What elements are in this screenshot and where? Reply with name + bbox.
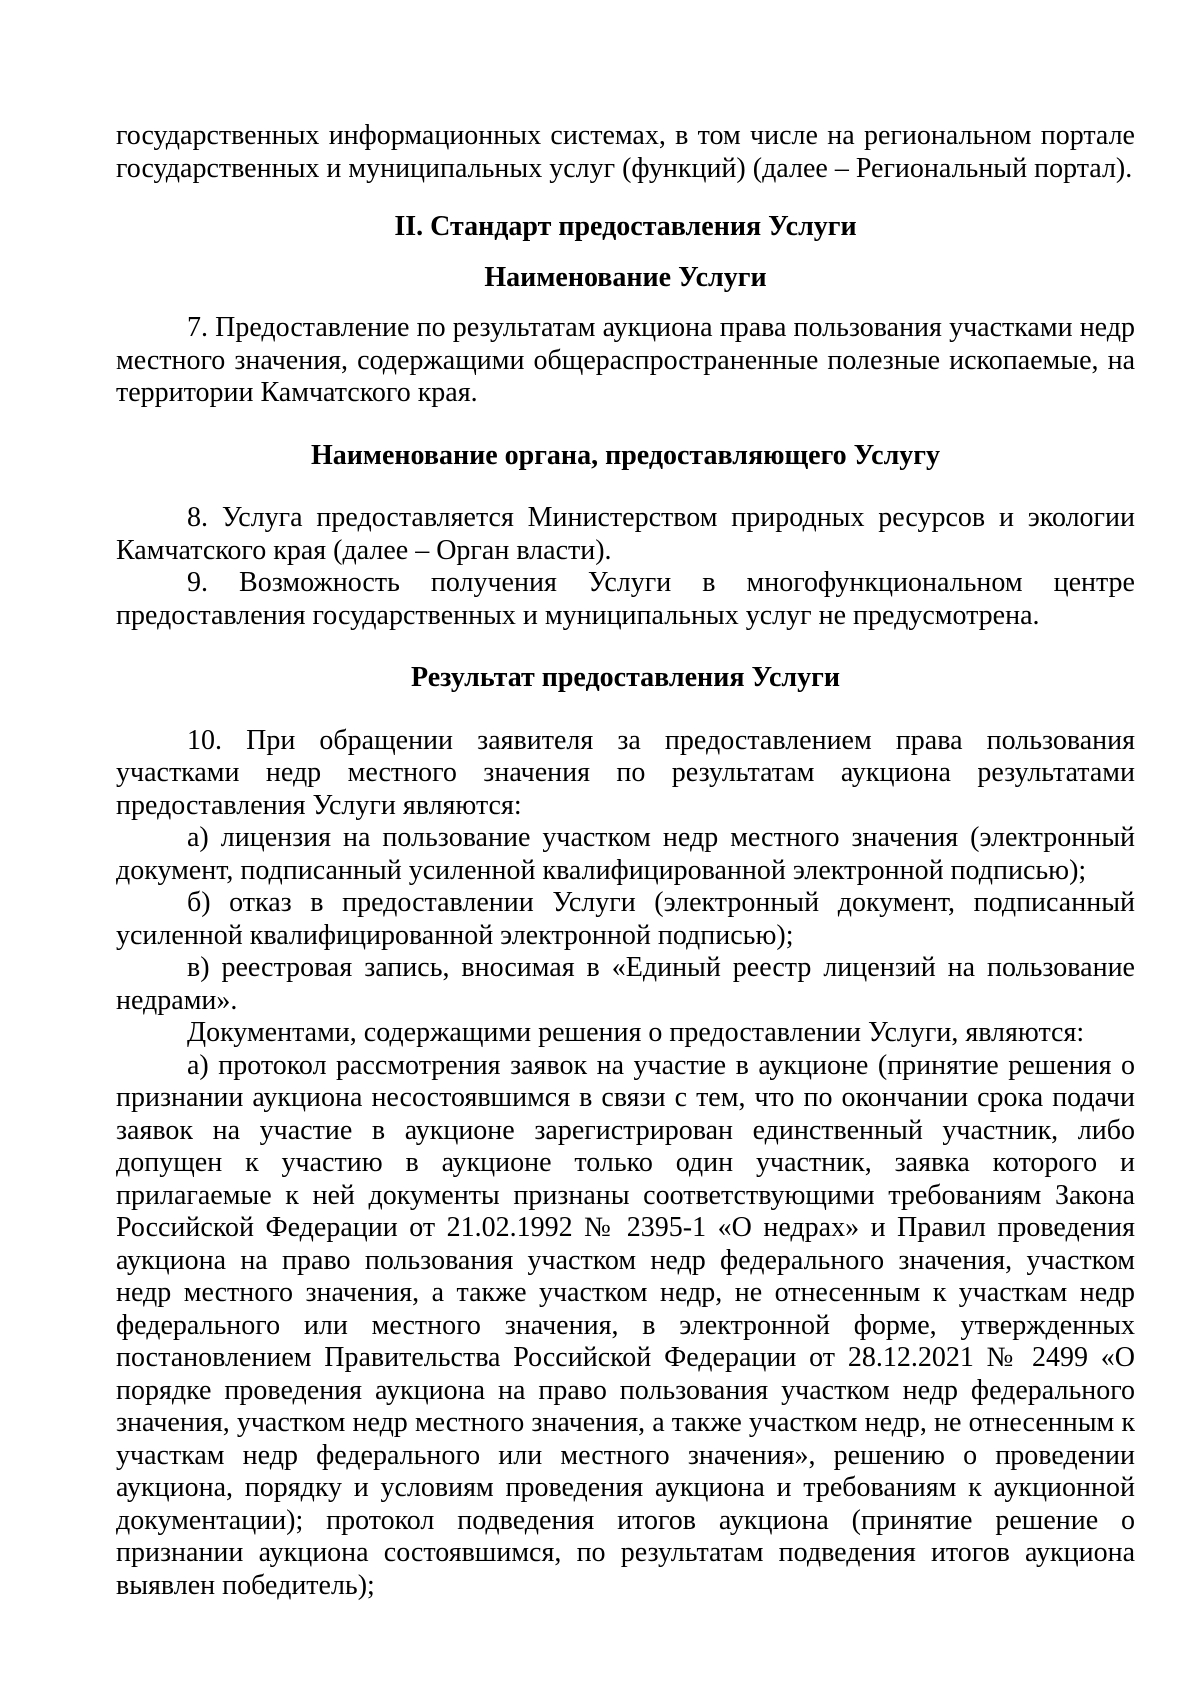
paragraph-7: 7. Предоставление по результатам аукциона права пользования участками недр местного значения, содержащими общераспространенные полезные ископаемые, на территории Камчатского края.	[116, 312, 1135, 408]
section-heading: II. Стандарт предоставления Услуги	[394, 211, 857, 242]
paragraph-intro: государственных информационных системах, в том числе на региональном портале государственных и муниципальных услуг (функций) (далее – Региональный портал).	[116, 120, 1135, 184]
paragraph-documents-a: а) протокол рассмотрения заявок на участие в аукционе (принятие решения о признании аукциона несостоявшимся в связи с тем, что по окончании срока подачи заявок на участие в аукционе зарегистрирован единственный участник, либо допущен к участию в аукционе только один участник, заявка которого и прилагаемые к ней документы признаны соответствующими требованиям Закона Российской Федерации от 21.02.1992 № 2395-1 «О недрах» и Правил проведения аукциона на право пользования участком недр федерального значения, участком недр местного значения, а также участком недр, не отнесенным к участкам недр федерального или местного значения, в электронной форме, утвержденных постановлением Правительства Российской Федерации от 28.12.2021 № 2499 «О порядке проведения аукциона на право пользования участком недр федерального значения, участком недр местного значения, а также участком недр, не отнесенным к участкам недр федерального или местного значения», решению о проведении аукциона, порядку и условиям проведения аукциона и требованиям к аукционной документации); протокол подведения итогов аукциона (принятие решение о признании аукциона состоявшимся, по результатам подведения итогов аукциона выявлен победитель);	[116, 1049, 1135, 1601]
paragraph-8: 8. Услуга предоставляется Министерством природных ресурсов и экологии Камчатского края (далее – Орган власти).	[116, 502, 1135, 566]
service-name-heading: Наименование Услуги	[484, 261, 767, 293]
paragraph-10: 10. При обращении заявителя за предоставлением права пользования участками недр местного значения по результатам аукциона результатами предоставления Услуги являются:	[116, 724, 1135, 821]
paragraph-documents: Документами, содержащими решения о предоставлении Услуги, являются:	[187, 1017, 1085, 1048]
paragraph-10-a: а) лицензия на пользование участком недр местного значения (электронный документ, подписанный усиленной квалифицированной электронной подписью);	[116, 822, 1135, 886]
paragraph-9: 9. Возможность получения Услуги в многофункциональном центре предоставления государственных и муниципальных услуг не предусмотрена.	[116, 567, 1135, 631]
paragraph-10-b: б) отказ в предоставлении Услуги (электронный документ, подписанный усиленной квалифицированной электронной подписью);	[116, 887, 1135, 951]
authority-name-heading: Наименование органа, предоставляющего Услугу	[310, 439, 940, 471]
paragraph-10-c: в) реестровая запись, вносимая в «Единый реестр лицензий на пользование недрами».	[116, 952, 1135, 1016]
result-heading: Результат предоставления Услуги	[411, 662, 840, 693]
